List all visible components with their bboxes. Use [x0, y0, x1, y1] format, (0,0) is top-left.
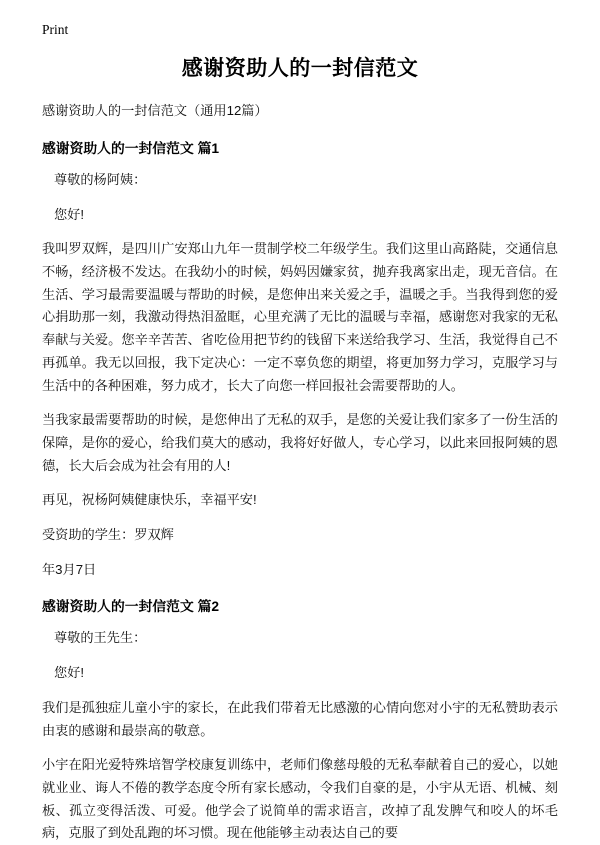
print-button[interactable]: Print	[42, 22, 69, 37]
paragraph: 受资助的学生：罗双辉	[42, 527, 174, 543]
document-lead: 感谢资助人的一封信范文（通用12篇）	[42, 103, 268, 119]
paragraph: 尊敬的杨阿姨：	[54, 171, 147, 187]
paragraph: 小宇在阳光爱特殊培智学校康复训练中，老师们像慈母般的无私奉献着自己的爱心，以她就业业、诲人不倦的教学态度令所有家长感动，令我们自豪的是，小宇从无语、机械、刻板、孤立变得活泼、可爱。他学会了说简单的需求语言，改掉了乱发脾气和咬人的坏毛病，克服了到处乱跑的坏习惯。现在他能够主动表达自己的要	[42, 757, 558, 841]
paragraph: 我们是孤独症儿童小宇的家长，在此我们带着无比感激的心情向您对小宇的无私赞助表示由衷的感谢和最崇高的敬意。	[42, 699, 558, 738]
paragraph: 年3月7日	[42, 561, 97, 577]
paragraph: 我叫罗双辉，是四川广安郑山九年一贯制学校二年级学生。我们这里山高路陡，交通信息不畅，经济极不发达。在我幼小的时候，妈妈因嫌家贫，抛弃我离家出走，现无音信。在生活、学习最需要温暖与帮助的时候，是您伸出来关爱之手，温暖之手。当我得到您的爱心捐助那一刻，我激动得热泪盈眶，心里充满了无比的温暖与幸福，感谢您对我家的无私奉献与关爱。您辛辛苦苦、省吃俭用把节约的钱留下来送给我学习、生活，我觉得自己不再孤单。我无以回报，我下定决心：一定不辜负您的期望，将更加努力学习，克服学习与生活中的各种困难，努力成才，长大了向您一样回报社会需要帮助的人。	[42, 241, 558, 393]
paragraph: 当我家最需要帮助的时候，是您伸出了无私的双手，是您的关爱让我们家多了一份生活的保障，是你的爱心，给我们莫大的感动，我将好好做人，专心学习，以此来回报阿姨的恩德，长大后会成为社会有用的人!	[42, 412, 558, 473]
paragraph: 您好!	[54, 665, 85, 681]
paragraph: 您好!	[54, 206, 85, 222]
section-heading-2: 感谢资助人的一封信范文 篇2	[42, 599, 220, 615]
section-heading-1: 感谢资助人的一封信范文 篇1	[42, 140, 220, 156]
page-title: 感谢资助人的一封信范文	[181, 57, 419, 81]
paragraph: 尊敬的王先生：	[54, 630, 147, 646]
paragraph: 再见，祝杨阿姨健康快乐，幸福平安!	[42, 492, 257, 508]
